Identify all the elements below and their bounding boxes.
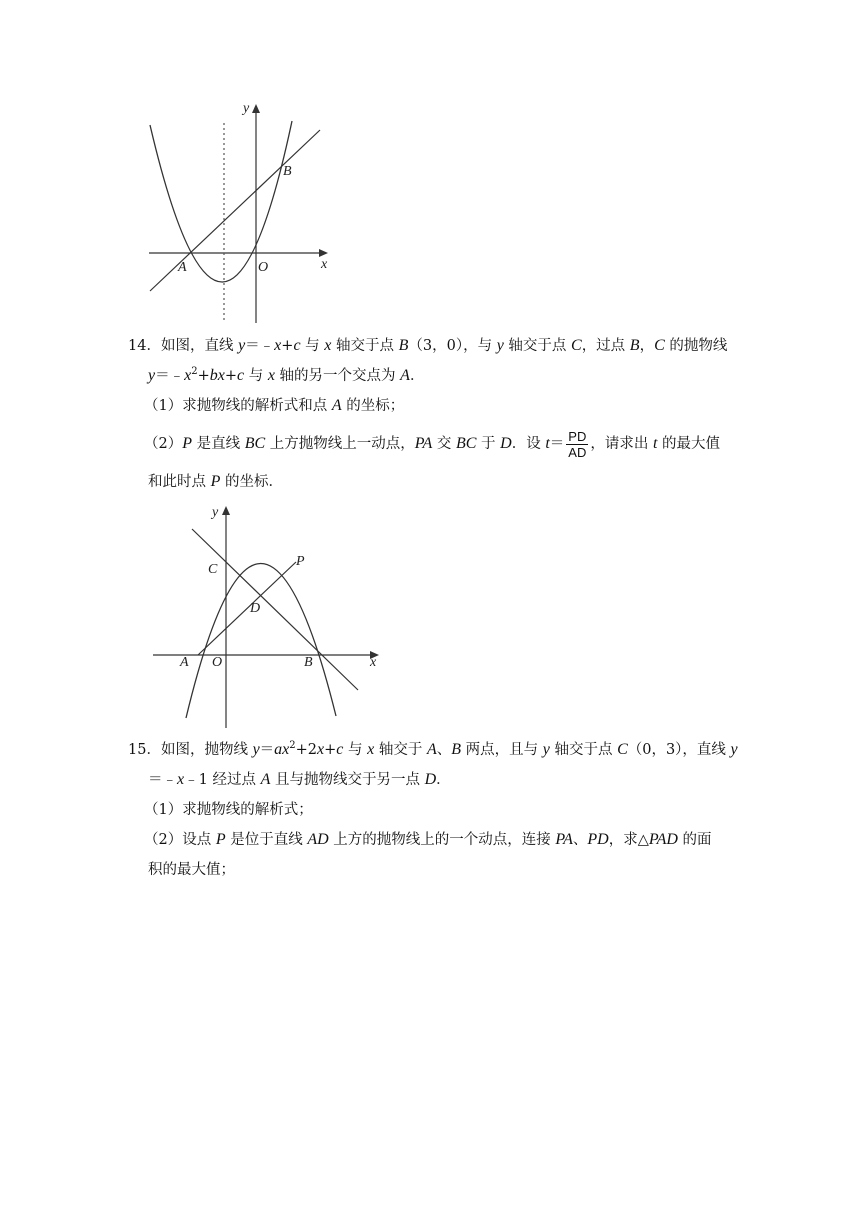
- label-B: B: [283, 164, 292, 179]
- y-axis-arrow: [252, 104, 260, 113]
- x-axis-arrow: [319, 249, 328, 257]
- label-A: A: [178, 260, 187, 275]
- y-axis-arrow: [222, 506, 230, 515]
- q15-line-1: 15．如图，抛物线 $y=ax^2+2x+c$ 与 x 轴交于 A、B 两点，且与 y 轴交于点 C（0，3），直线 y: [128, 740, 738, 758]
- q14-part-2: （2）P 是直线 BC 上方抛物线上一动点，PA 交 BC 于 D．设 t＝ $\frac{PD}{AD}$ ，请求出 t 的最大值: [144, 428, 721, 460]
- label-O: O: [258, 260, 269, 275]
- q15-line-2: ＝﹣x﹣1 经过点 A 且与抛物线交于另一点 D．: [148, 771, 451, 788]
- q14-line-2: $y=﹣x^2+bx+c$ 与 x 轴的另一个交点为 A．: [148, 366, 425, 384]
- q14-part-2-cont: 和此时点 P 的坐标．: [148, 473, 283, 490]
- label-y: y: [243, 101, 250, 116]
- label-P: P: [296, 554, 305, 569]
- label-y: y: [212, 505, 219, 520]
- label-O: O: [212, 655, 223, 670]
- label-A: A: [180, 655, 189, 670]
- label-x: x: [370, 655, 377, 670]
- fraction-PD-AD: $\frac{PD}{AD}$: [568, 428, 587, 460]
- q15-part-2-cont: 积的最大值；: [148, 862, 235, 878]
- figure-14: [150, 500, 390, 732]
- q15-part-1: （1）求抛物线的解析式；: [144, 802, 313, 818]
- q15-part-2: （2）设点 P 是位于直线 AD 上方的抛物线上的一个动点，连接 PA、PD，求△PAD 的面: [144, 831, 712, 848]
- label-D: D: [250, 601, 261, 616]
- label-C: C: [208, 562, 218, 577]
- q14-part-1: （1）求抛物线的解析式和点 A 的坐标；: [144, 397, 405, 414]
- figure-13: [140, 95, 340, 330]
- parabola-curve: [150, 121, 292, 282]
- label-x: x: [321, 257, 328, 272]
- label-B: B: [304, 655, 313, 670]
- q14-line-1: 14．如图，直线 y＝﹣x+c 与 x 轴交于点 B（3，0），与 y 轴交于点 C，过点 B，C 的抛物线: [128, 337, 728, 354]
- parabola-curve: [186, 563, 336, 718]
- line-AB: [150, 130, 320, 291]
